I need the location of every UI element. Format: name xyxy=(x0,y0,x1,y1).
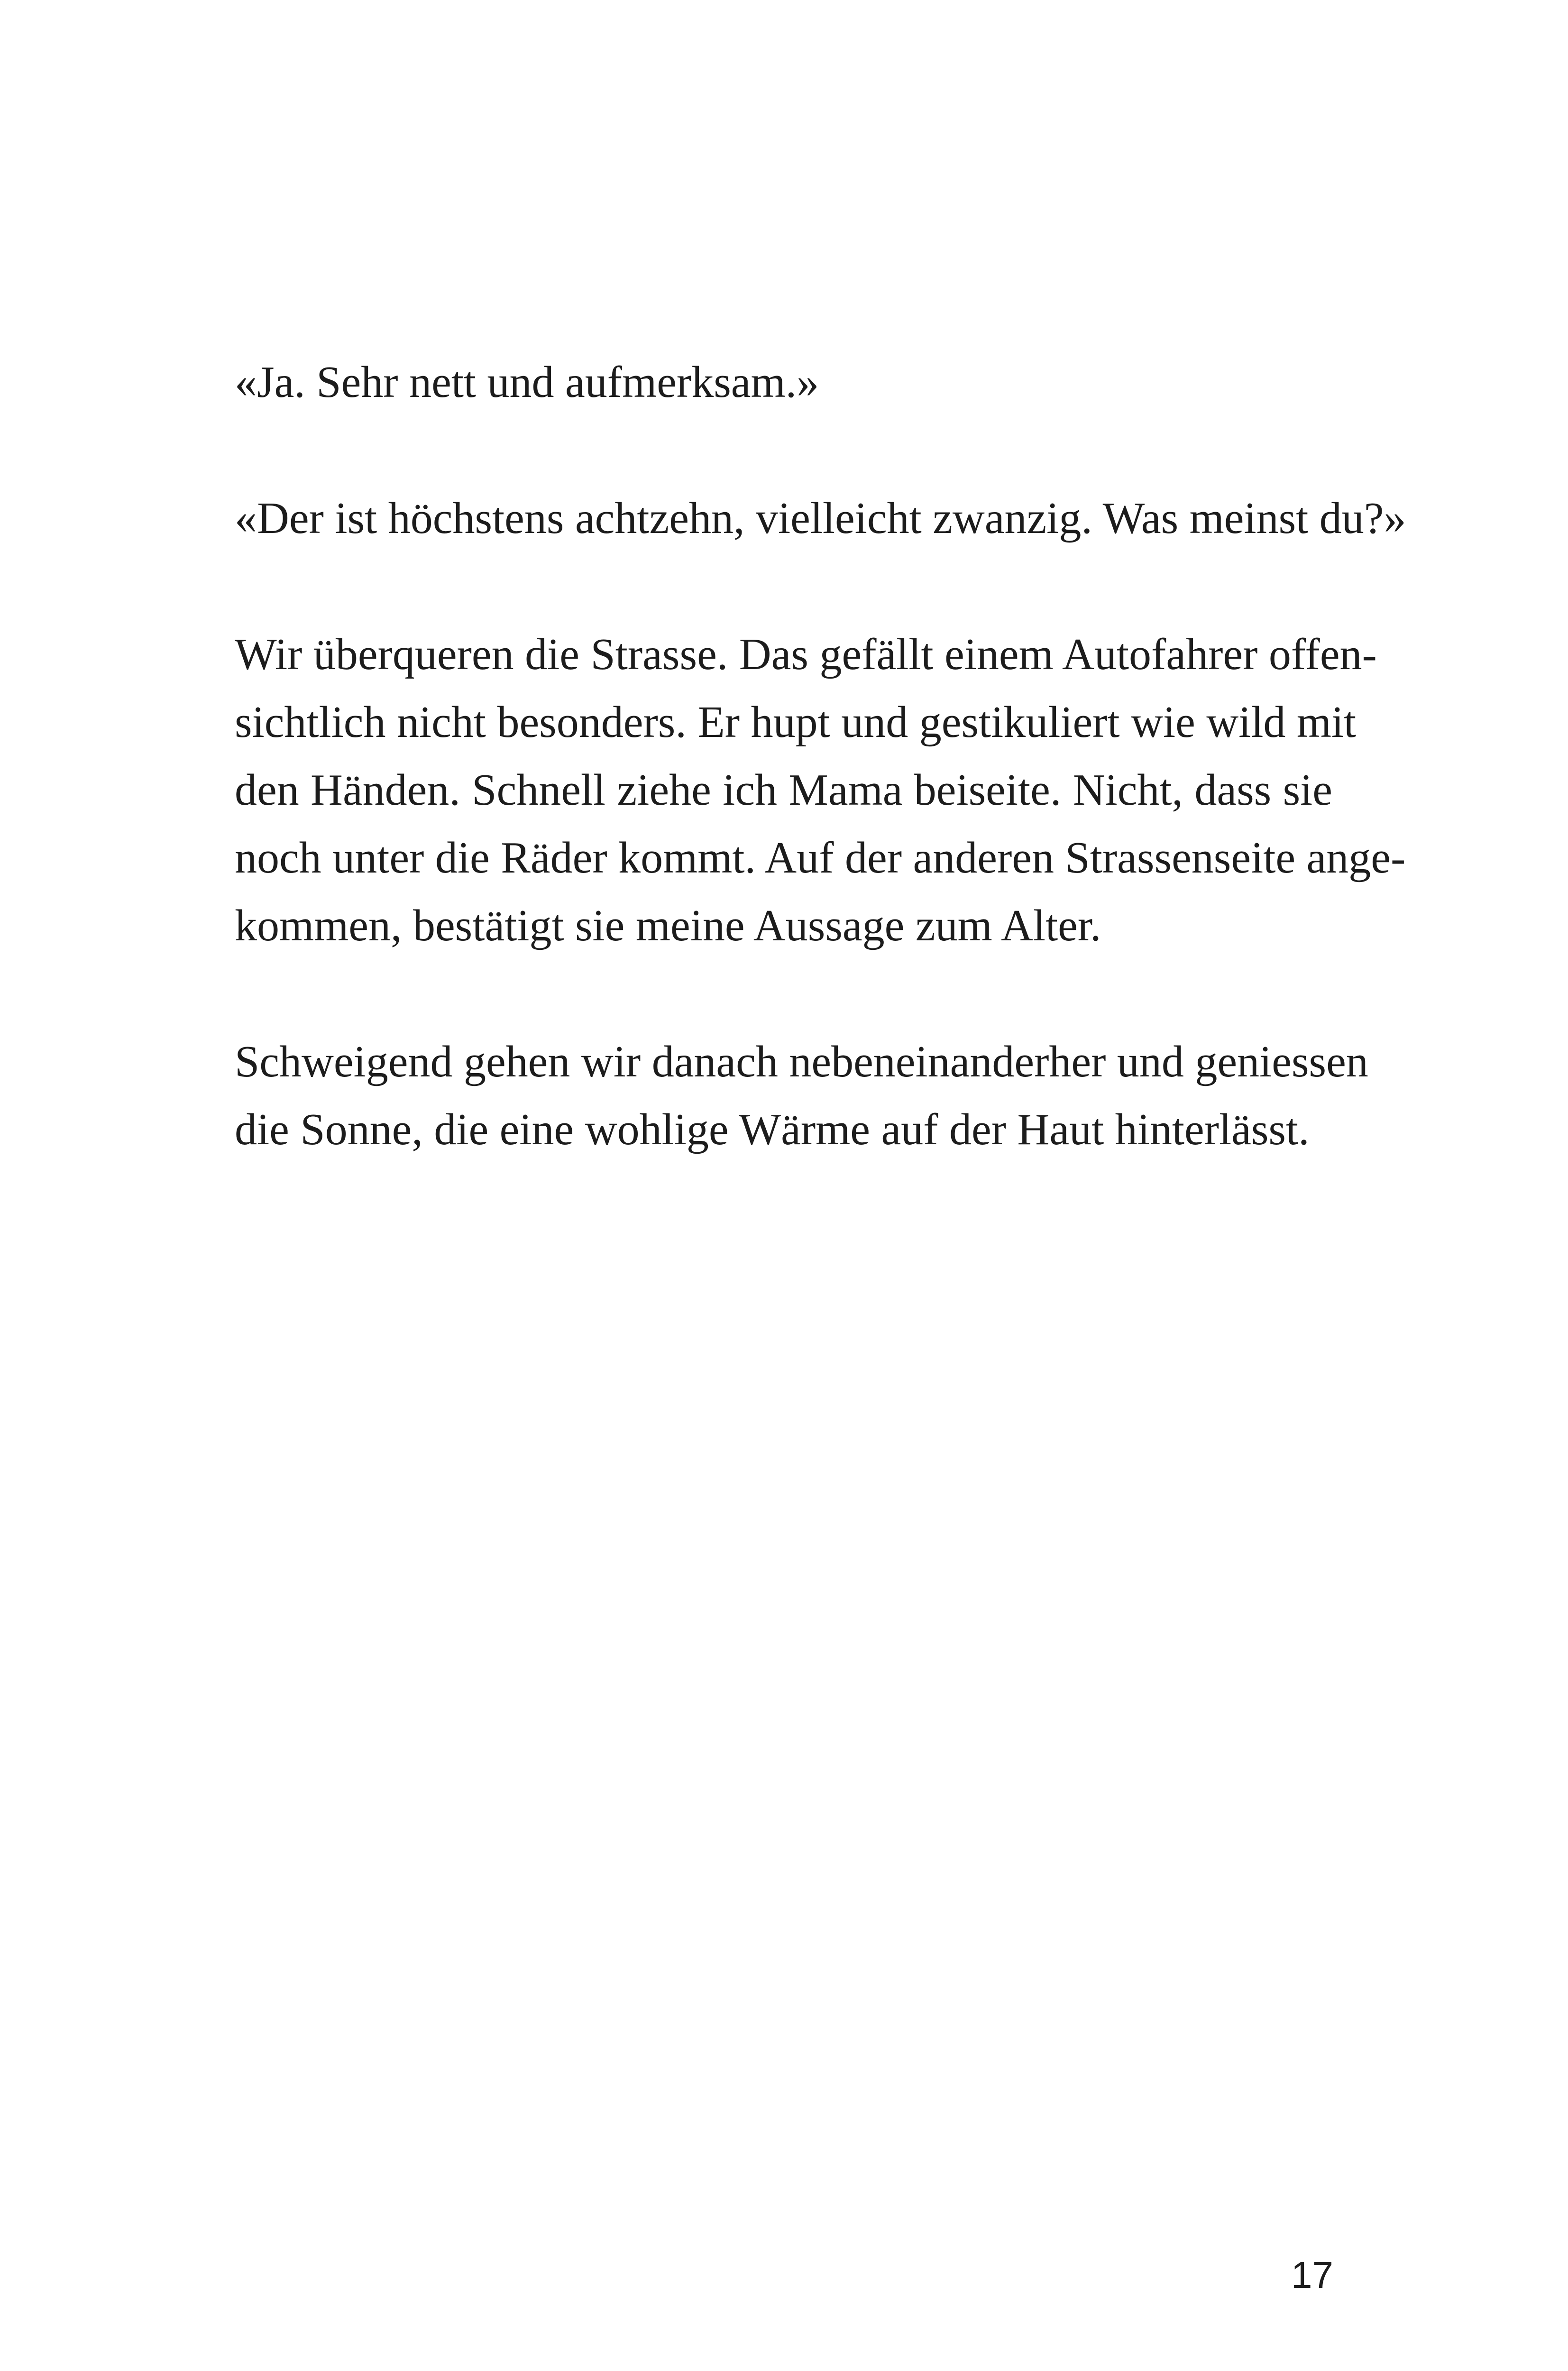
paragraph-line: Schweigend gehen wir danach nebeneinanderher und geniessen xyxy=(235,1037,1368,1086)
paragraph-4 xyxy=(235,1028,1368,1164)
paragraph-2 xyxy=(235,485,1406,552)
page-number: 17 xyxy=(1291,2254,1333,2296)
body-text xyxy=(235,349,1406,1232)
paragraph-line: sichtlich nicht besonders. Er hupt und gestikuliert wie wild mit xyxy=(235,698,1357,747)
paragraph-line: noch unter die Räder kommt. Auf der anderen Strassenseite ange- xyxy=(235,833,1406,882)
paragraph-line: die Sonne, die eine wohlige Wärme auf der Haut hinterlässt. xyxy=(235,1105,1310,1154)
paragraph-line: Wir überqueren die Strasse. Das gefällt einem Autofahrer offen- xyxy=(235,630,1377,679)
paragraph-1 xyxy=(235,349,1332,416)
paragraph-line: «Der ist höchstens achtzehn, vielleicht zwanzig. Was meinst du?» xyxy=(235,494,1406,543)
paragraph-3 xyxy=(235,621,1406,960)
paragraph-line: den Händen. Schnell ziehe ich Mama beiseite. Nicht, dass sie xyxy=(235,765,1332,815)
paragraph-line: «Ja. Sehr nett und aufmerksam.» xyxy=(235,358,819,407)
paragraph-line: kommen, bestätigt sie meine Aussage zum Alter. xyxy=(235,901,1101,950)
